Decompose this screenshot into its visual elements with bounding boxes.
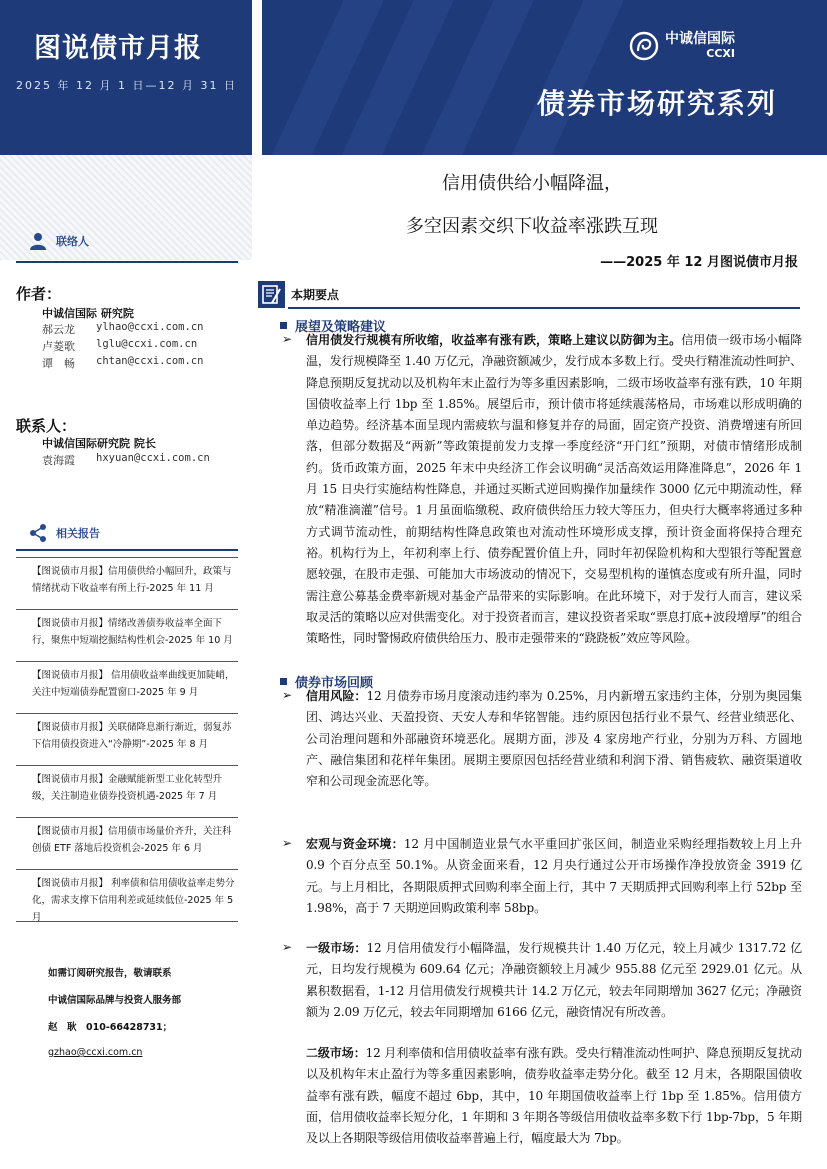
- headline-line-2: 多空因素交织下收益率涨跌互现: [406, 216, 658, 237]
- credit-risk-lead: 信用风险：: [306, 689, 367, 703]
- author-row: [42, 338, 197, 354]
- related-report-item[interactable]: 【图说债市月报】 信用债收益率曲线更加陡峭，关注中短端债券配置窗口-2025 年 9 月: [16, 662, 238, 714]
- document-icon: [258, 281, 285, 308]
- secondary-market-paragraph: [306, 1043, 802, 1149]
- arrow-bullet-icon: ➢: [282, 940, 293, 954]
- section-divider: [16, 261, 238, 263]
- key-points-divider: [288, 307, 800, 309]
- arrow-bullet-icon: ➢: [282, 836, 293, 850]
- related-report-item[interactable]: 【图说债市月报】信用债市场量价齐升，关注科创债 ETF 落地后投资机会-2025 年 6 月: [16, 818, 238, 870]
- macro-liquidity-body: 12 月中国制造业景气水平重回扩张区间，制造业采购经理指数较上月上升 0.9 个百分点至 50.1%。从资金面来看，12 月央行通过公开市场操作净投放资金 3919 亿元。与上月相比，各期限质押式回购利率全面上行，其中 7 天期质押式回购利率上行 52bp 至 1.98%，高于 7 天期逆回购政策利率 58bp。: [306, 837, 802, 915]
- author-name: 郝云龙: [42, 323, 75, 336]
- outlook-lead: 信用债发行规模有所收缩，收益率有涨有跌，策略上建议以防御为主。: [306, 333, 682, 347]
- ccxi-logo-icon: [629, 31, 659, 61]
- section-review-title: 债券市场回顾: [295, 676, 374, 691]
- person-icon: [28, 231, 48, 251]
- ccxi-logo: [629, 31, 735, 61]
- primary-market-body: 12 月信用债发行小幅降温，发行规模共计 1.40 万亿元，较上月减少 1317.72 亿元，日均发行规模为 609.64 亿元；净融资额较上月减少 955.88 亿元至 2929.01 亿元。从累积数据看，1-12 月信用债发行规模共计 14.2 万亿元，较去年同期增加 3627 亿元；净融资额为 2.09 万亿元，较去年同期增加 6166 亿元，融资情况有所改善。: [306, 941, 802, 1019]
- related-reports-list: [16, 557, 238, 922]
- contact-row: [42, 452, 210, 468]
- related-section-label: 相关报告: [56, 527, 100, 540]
- macro-liquidity-paragraph: [306, 834, 802, 919]
- author-email[interactable]: chtan@ccxi.com.cn: [96, 355, 204, 367]
- key-points-label: 本期要点: [291, 288, 340, 302]
- section-divider: [16, 549, 238, 551]
- series-title: 债券市场研究系列: [537, 87, 778, 120]
- secondary-market-lead: 二级市场：: [306, 1046, 366, 1060]
- square-bullet-icon: [280, 678, 287, 685]
- contacts-section-label: 联络人: [56, 235, 89, 248]
- arrow-bullet-icon: ➢: [282, 332, 293, 346]
- authors-org: 中诚信国际 研究院: [42, 307, 134, 320]
- header-title-panel: [0, 0, 252, 155]
- headline-line-1: 信用债供给小幅降温，: [442, 173, 622, 194]
- related-report-item[interactable]: 【图说债市月报】关联储降息渐行渐近，弱复苏下信用债投资进入“冷静期”-2025 年 8 月: [16, 714, 238, 766]
- sidebar: [0, 155, 252, 1169]
- primary-market-lead: 一级市场：: [306, 941, 367, 955]
- headline-subtitle: ——2025 年 12 月图说债市月报: [600, 255, 798, 270]
- service-email-link[interactable]: gzhao@ccxi.com.cn: [48, 1047, 143, 1058]
- credit-risk-body: 12 月债券市场月度滚动违约率为 0.25%，月内新增五家违约主体，分别为奥园集团、鸿达兴业、天盈投资、天安人寿和华铭智能。违约原因包括行业不景气、经营业绩恶化、公司治理问题和外部融资环境恶化。展期方面，涉及 4 家房地产行业，分别为万科、方圆地产、融信集团和花样年集团。展期主要原因包括经营业绩和利润下滑、销售疲软、融资渠道收窄和公司现金流恶化等。: [306, 689, 802, 789]
- authors-heading: 作者：: [16, 285, 62, 303]
- related-report-item[interactable]: 【图说债市月报】 利率债和信用债收益率走势分化，需求支撑下信用利差或延续低位-2025 年 5 月: [16, 870, 238, 922]
- author-row: [42, 321, 203, 337]
- header-banner: [262, 0, 827, 155]
- secondary-market-body: 12 月利率债和信用债收益率有涨有跌。受央行精准流动性呵护、降息预期反复扰动以及机构年末止盈行为等多重因素影响，债券收益率走势分化。截至 12 月末，各期限国债收益率有涨有跌，幅度不超过 6bp，其中，10 年期国债收益率上行 1bp 至 1.85%。信用债方面，信用债收益率长短分化，1 年期和 3 年期各等级信用债收益率多数下行 1bp-7bp，5 年期及以上各期限等级信用债收益率普遍上行，幅度最大为 7bp。: [306, 1046, 802, 1146]
- author-email[interactable]: lglu@ccxi.com.cn: [96, 338, 198, 350]
- author-email[interactable]: ylhao@ccxi.com.cn: [96, 321, 204, 333]
- outlook-body: 信用债一级市场小幅降温，发行规模降至 1.40 万亿元，净融资额减少，发行成本多数上行。受央行精准流动性呵护、降息预期反复扰动以及机构年末止盈行为等多重因素影响，二级市场收益率有涨有跌，10 年期国债收益率上行 1bp 至 1.85%。展望后市，预计债市将延续震荡格局，市场难以形成明确的单边趋势。经济基本面呈现内需疲软与温和修复并存的局面，固定资产投资、消费增速有所回落，但部分数据及“两新”等政策提前发力支撑一季度经济“开门红”预期，对债市情绪形成制约。货币政策方面，2025 年末中央经济工作会议明确“灵活高效运用降准降息”，2026 年 1 月 15 日央行实施结构性降息，并通过买断式逆回购操作加量续作 3000 亿元中期流动性，释放“精准滴灌”信号。1 月虽面临缴税、政府债供给压力较大等压力，但央行大概率将通过多种方式调节流动性，前期结构性降息政策也对流动性环境形成支撑，预计资金面将保持合理充裕。机构行为上，年初利率上行、债券配置价值上升，同时年初保险机构和大型银行等配置意愿较强，在股市走强、可能加大市场波动的情况下，交易型机构的谨慎态度或有所升温，同时需注意公募基金费率新规对基金产品带来的实际影响。在此环境下，对于发行人而言，建议采取灵活的策略以应对供需变化。对于投资者而言，建议投资者采取“票息打底+波段增厚”的组合策略性，同时警惕政府债供给压力、股市走强带来的“跷跷板”效应等风险。: [306, 333, 802, 646]
- author-name: 谭 畅: [42, 357, 75, 370]
- report-date-range: 2025 年 12 月 1 日—12 月 31 日: [16, 79, 237, 92]
- service-department: 中诚信国际品牌与投资人服务部: [48, 995, 182, 1006]
- related-report-item[interactable]: 【图说债市月报】信用债供给小幅回升，政策与情绪扰动下收益率有所上行-2025 年 11 月: [16, 558, 238, 610]
- contact-email[interactable]: hxyuan@ccxi.com.cn: [96, 452, 210, 464]
- outlook-paragraph: [306, 330, 802, 649]
- subscribe-note: 如需订阅研究报告，敬请联系: [48, 968, 172, 979]
- contact-name: 袁海霞: [42, 454, 75, 467]
- section-outlook-title: 展望及策略建议: [295, 320, 387, 335]
- author-row: [42, 355, 203, 371]
- report-title: 图说债市月报: [34, 33, 202, 64]
- related-section-header: [28, 523, 100, 543]
- credit-risk-paragraph: [306, 686, 802, 792]
- contacts-section-header: [28, 231, 89, 251]
- logo-english-name: CCXI: [706, 47, 735, 60]
- service-contact: 赵 耿 010-66428731；: [48, 1022, 173, 1033]
- primary-market-paragraph: [306, 938, 802, 1023]
- contact-org: 中诚信国际研究院 院长: [42, 437, 156, 450]
- contact-heading: 联系人：: [16, 417, 77, 435]
- related-report-item[interactable]: 【图说债市月报】情绪改善债券收益率全面下行，聚焦中短端挖掘结构性机会-2025 年 10 月: [16, 610, 238, 662]
- key-points-header: [258, 281, 339, 308]
- arrow-bullet-icon: ➢: [282, 688, 293, 702]
- square-bullet-icon: [280, 322, 287, 329]
- related-report-item[interactable]: 【图说债市月报】金融赋能新型工业化转型升级，关注制造业债券投资机遇-2025 年 7 月: [16, 766, 238, 818]
- share-icon: [28, 523, 48, 543]
- logo-chinese-name: 中诚信国际: [665, 31, 735, 47]
- macro-liquidity-lead: 宏观与资金环境：: [306, 837, 404, 851]
- author-name: 卢菱歌: [42, 340, 75, 353]
